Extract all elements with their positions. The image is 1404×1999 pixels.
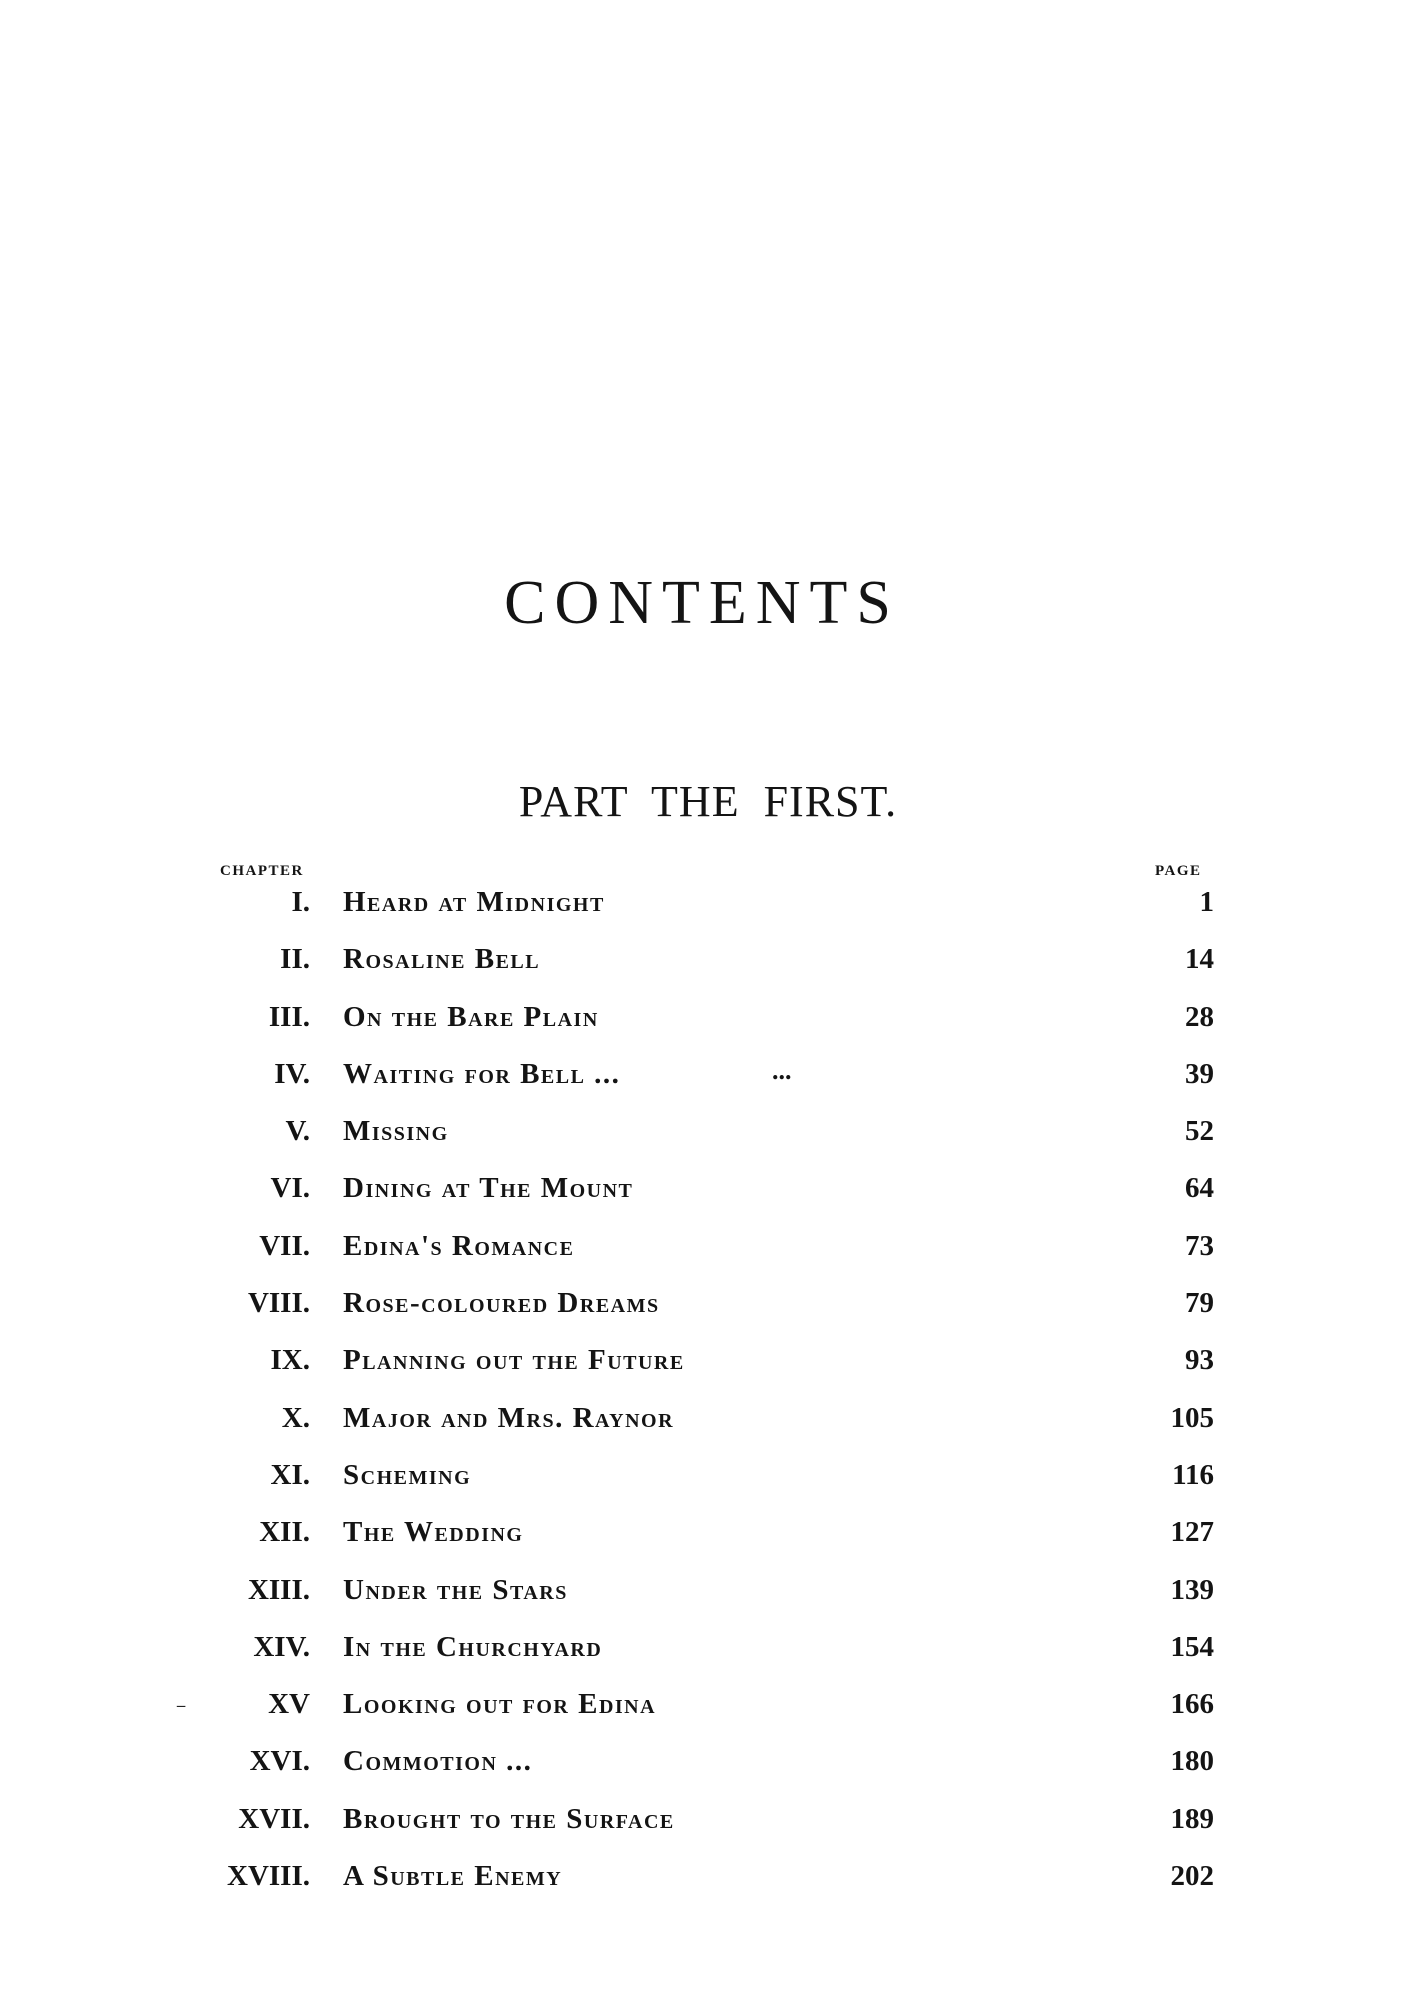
leader-dots: ... bbox=[772, 1055, 792, 1085]
toc-row bbox=[0, 1109, 1404, 1166]
page-number: 202 bbox=[1170, 1860, 1214, 1893]
toc-row bbox=[0, 880, 1404, 937]
toc-row bbox=[0, 1281, 1404, 1338]
toc-row bbox=[0, 1453, 1404, 1510]
chapter-number: I. bbox=[291, 886, 310, 918]
toc-row bbox=[0, 1396, 1404, 1453]
toc-row bbox=[0, 1568, 1404, 1625]
chapter-title: Edina's Romance bbox=[343, 1229, 575, 1262]
chapter-number: XIV. bbox=[253, 1630, 310, 1663]
chapter-number: III. bbox=[268, 1000, 310, 1033]
page-number: 127 bbox=[1170, 1516, 1214, 1549]
page-number: 105 bbox=[1170, 1401, 1214, 1434]
page-number: 166 bbox=[1170, 1688, 1214, 1721]
chapter-number: XI. bbox=[270, 1458, 310, 1491]
chapter-number: IX. bbox=[270, 1344, 310, 1377]
page-number: 139 bbox=[1170, 1573, 1214, 1606]
chapter-column-label: CHAPTER bbox=[220, 863, 304, 879]
page-number: 52 bbox=[1185, 1115, 1214, 1148]
chapter-number: XVIII. bbox=[227, 1860, 310, 1893]
table-of-contents bbox=[0, 880, 1404, 1911]
chapter-number: VI. bbox=[270, 1172, 310, 1205]
page-number: 28 bbox=[1185, 1000, 1214, 1033]
chapter-title: Rose-coloured Dreams bbox=[343, 1287, 660, 1320]
chapter-title: Major and Mrs. Raynor bbox=[343, 1401, 675, 1434]
page-number: 39 bbox=[1185, 1057, 1214, 1090]
chapter-title: Dining at The Mount bbox=[343, 1172, 634, 1205]
chapter-number: XVII. bbox=[238, 1802, 310, 1835]
chapter-number: X. bbox=[281, 1401, 310, 1434]
chapter-number: XIII. bbox=[247, 1573, 310, 1606]
page-number: 116 bbox=[1172, 1458, 1214, 1491]
toc-row bbox=[0, 1338, 1404, 1395]
chapter-title: Rosaline Bell bbox=[343, 943, 541, 976]
toc-row bbox=[0, 1682, 1404, 1739]
page-number: 79 bbox=[1185, 1287, 1214, 1320]
chapter-title: A Subtle Enemy bbox=[343, 1860, 563, 1893]
page-number: 1 bbox=[1199, 886, 1214, 918]
chapter-number: XII. bbox=[259, 1516, 310, 1549]
chapter-title: In the Churchyard bbox=[343, 1630, 603, 1663]
margin-mark-icon: ‒ bbox=[176, 1696, 187, 1716]
chapter-title: Commotion ... bbox=[343, 1745, 533, 1778]
chapter-title: Brought to the Surface bbox=[343, 1802, 675, 1835]
chapter-title: Under the Stars bbox=[343, 1573, 568, 1606]
page-number: 64 bbox=[1185, 1172, 1214, 1205]
chapter-title: On the Bare Plain bbox=[343, 1000, 599, 1033]
page-number: 93 bbox=[1185, 1344, 1214, 1377]
chapter-title: Looking out for Edina bbox=[343, 1688, 657, 1721]
toc-row bbox=[0, 1510, 1404, 1567]
chapter-title: The Wedding bbox=[343, 1516, 524, 1549]
chapter-number: IV. bbox=[274, 1057, 310, 1090]
toc-row bbox=[0, 1224, 1404, 1281]
page-number: 14 bbox=[1185, 943, 1214, 976]
chapter-title: Planning out the Future bbox=[343, 1344, 685, 1377]
page-number: 189 bbox=[1170, 1802, 1214, 1835]
part-heading: PART THE FIRST. bbox=[518, 777, 898, 826]
chapter-number: II. bbox=[280, 943, 310, 976]
chapter-number: VIII. bbox=[247, 1287, 310, 1320]
page-number: 73 bbox=[1185, 1229, 1214, 1262]
toc-row bbox=[0, 1739, 1404, 1796]
toc-row bbox=[0, 995, 1404, 1052]
chapter-number: VII. bbox=[259, 1229, 310, 1262]
chapter-number: XV bbox=[268, 1688, 310, 1721]
chapter-number: XVI. bbox=[249, 1745, 310, 1778]
page-title: CONTENTS bbox=[504, 569, 900, 637]
chapter-title: Missing bbox=[343, 1115, 449, 1148]
page-number: 180 bbox=[1170, 1745, 1214, 1778]
chapter-number: V. bbox=[285, 1115, 310, 1148]
toc-row bbox=[0, 1854, 1404, 1911]
chapter-title: Heard at Midnight bbox=[343, 886, 605, 918]
chapter-title: Scheming bbox=[343, 1458, 472, 1491]
toc-row bbox=[0, 1625, 1404, 1682]
toc-row bbox=[0, 1052, 1404, 1109]
toc-row bbox=[0, 1797, 1404, 1854]
page-number: 154 bbox=[1170, 1630, 1214, 1663]
page-column-label: PAGE bbox=[1155, 863, 1202, 879]
toc-row bbox=[0, 1166, 1404, 1223]
chapter-title: Waiting for Bell ... bbox=[343, 1057, 621, 1090]
toc-row bbox=[0, 937, 1404, 994]
